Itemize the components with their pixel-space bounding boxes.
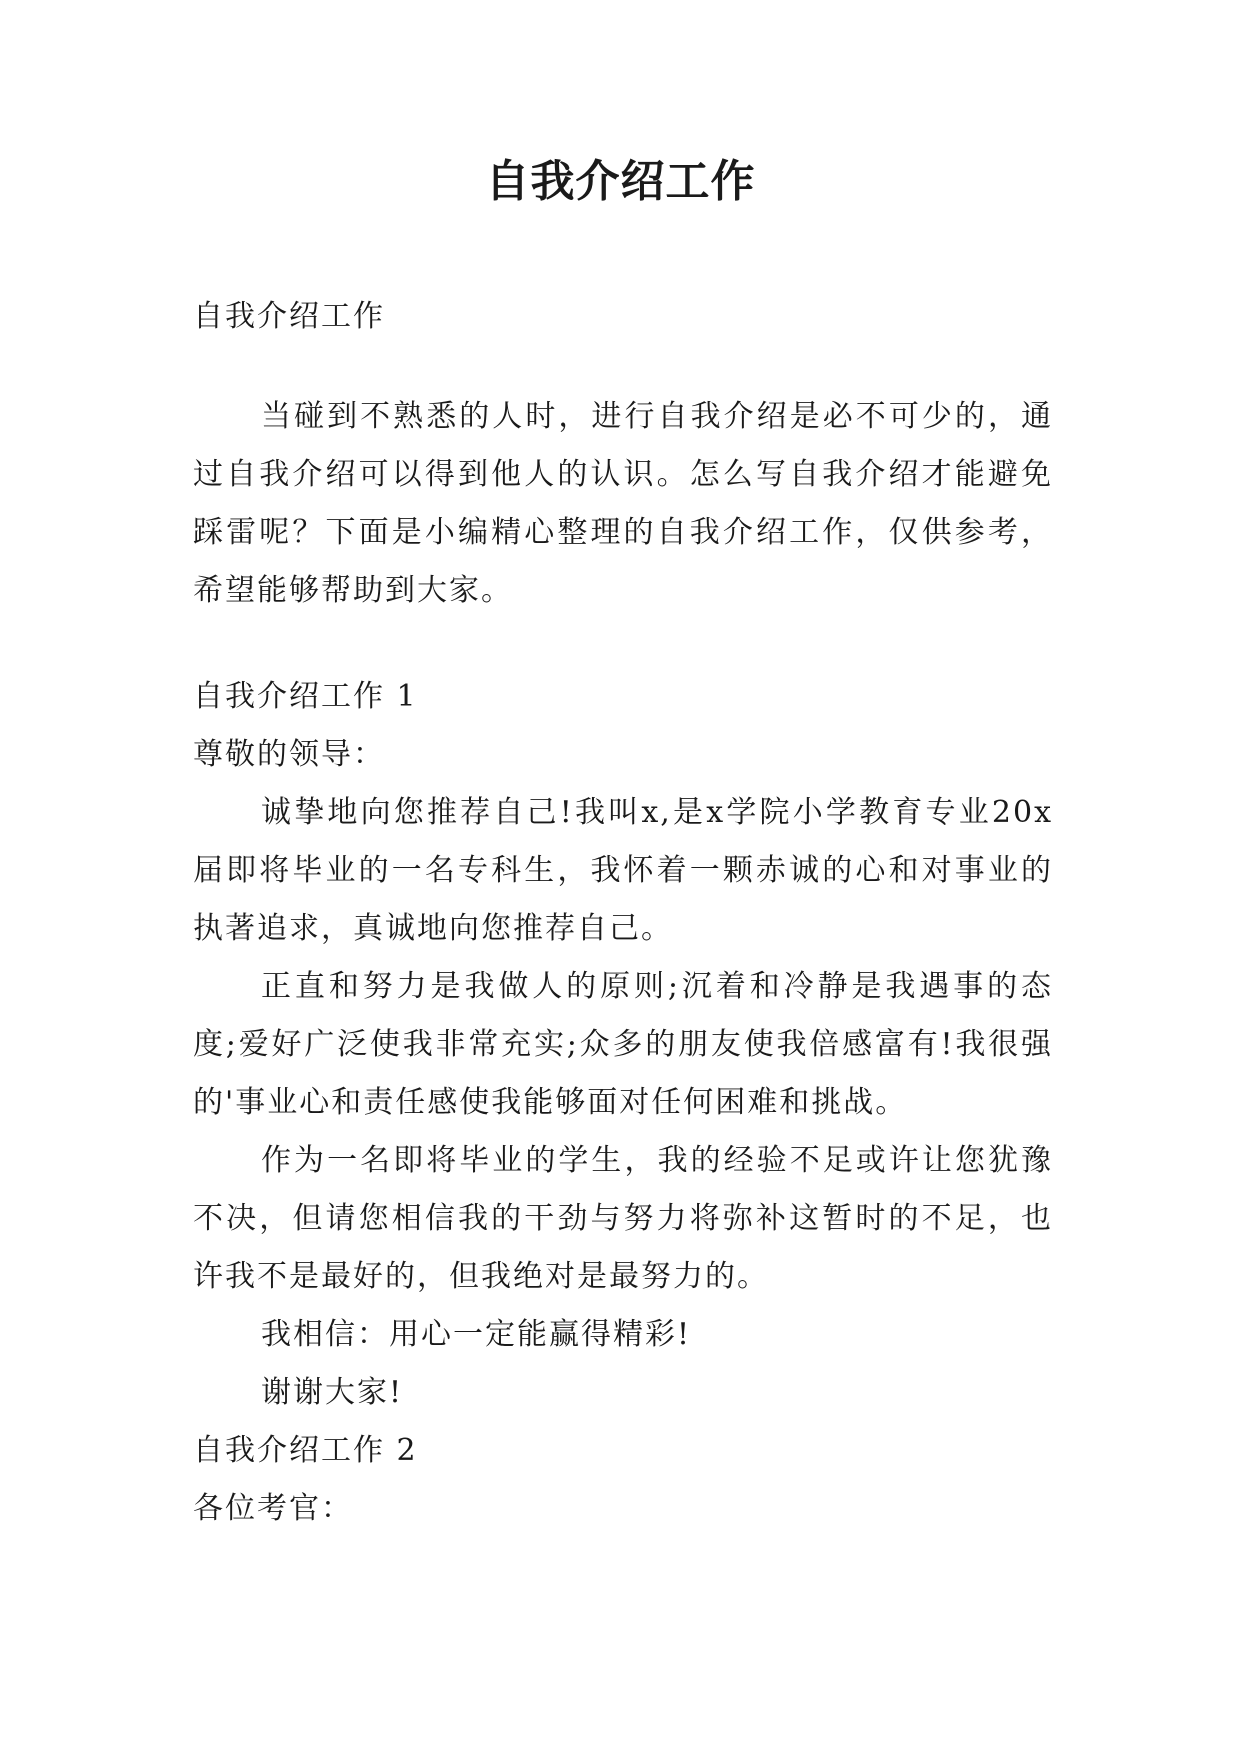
document-body bbox=[193, 288, 1053, 1538]
section-1-paragraph: 诚挚地向您推荐自己!我叫x,是x学院小学教育专业20x届即将毕业的一名专科生，我怀着一颗赤诚的心和对事业的执著追求，真诚地向您推荐自己。 bbox=[193, 795, 1053, 946]
spacer bbox=[193, 620, 1053, 668]
spacer bbox=[193, 346, 1053, 388]
section-1-paragraph: 正直和努力是我做人的原则;沉着和冷静是我遇事的态度;爱好广泛使我非常充实;众多的朋友使我倍感富有!我很强的'事业心和责任感使我能够面对任何困难和挑战。 bbox=[193, 969, 1053, 1120]
section-2-salutation: 各位考官： bbox=[193, 1491, 353, 1526]
section-1-paragraph: 作为一名即将毕业的学生，我的经验不足或许让您犹豫不决，但请您相信我的干劲与努力将弥补这暂时的不足，也许我不是最好的，但我绝对是最努力的。 bbox=[193, 1143, 1053, 1294]
document-subtitle: 自我介绍工作 bbox=[193, 299, 385, 334]
section-1-paragraph: 我相信：用心一定能赢得精彩! bbox=[261, 1317, 692, 1352]
section-2-heading: 自我介绍工作 2 bbox=[193, 1433, 418, 1468]
section-1-salutation: 尊敬的领导： bbox=[193, 737, 385, 772]
section-1-heading: 自我介绍工作 1 bbox=[193, 679, 418, 714]
section-1-paragraph: 谢谢大家! bbox=[261, 1375, 404, 1410]
document-title: 自我介绍工作 bbox=[485, 156, 756, 207]
intro-paragraph: 当碰到不熟悉的人时，进行自我介绍是必不可少的，通过自我介绍可以得到他人的认识。怎么写自我介绍才能避免踩雷呢？下面是小编精心整理的自我介绍工作，仅供参考，希望能够帮助到大家。 bbox=[193, 399, 1053, 608]
